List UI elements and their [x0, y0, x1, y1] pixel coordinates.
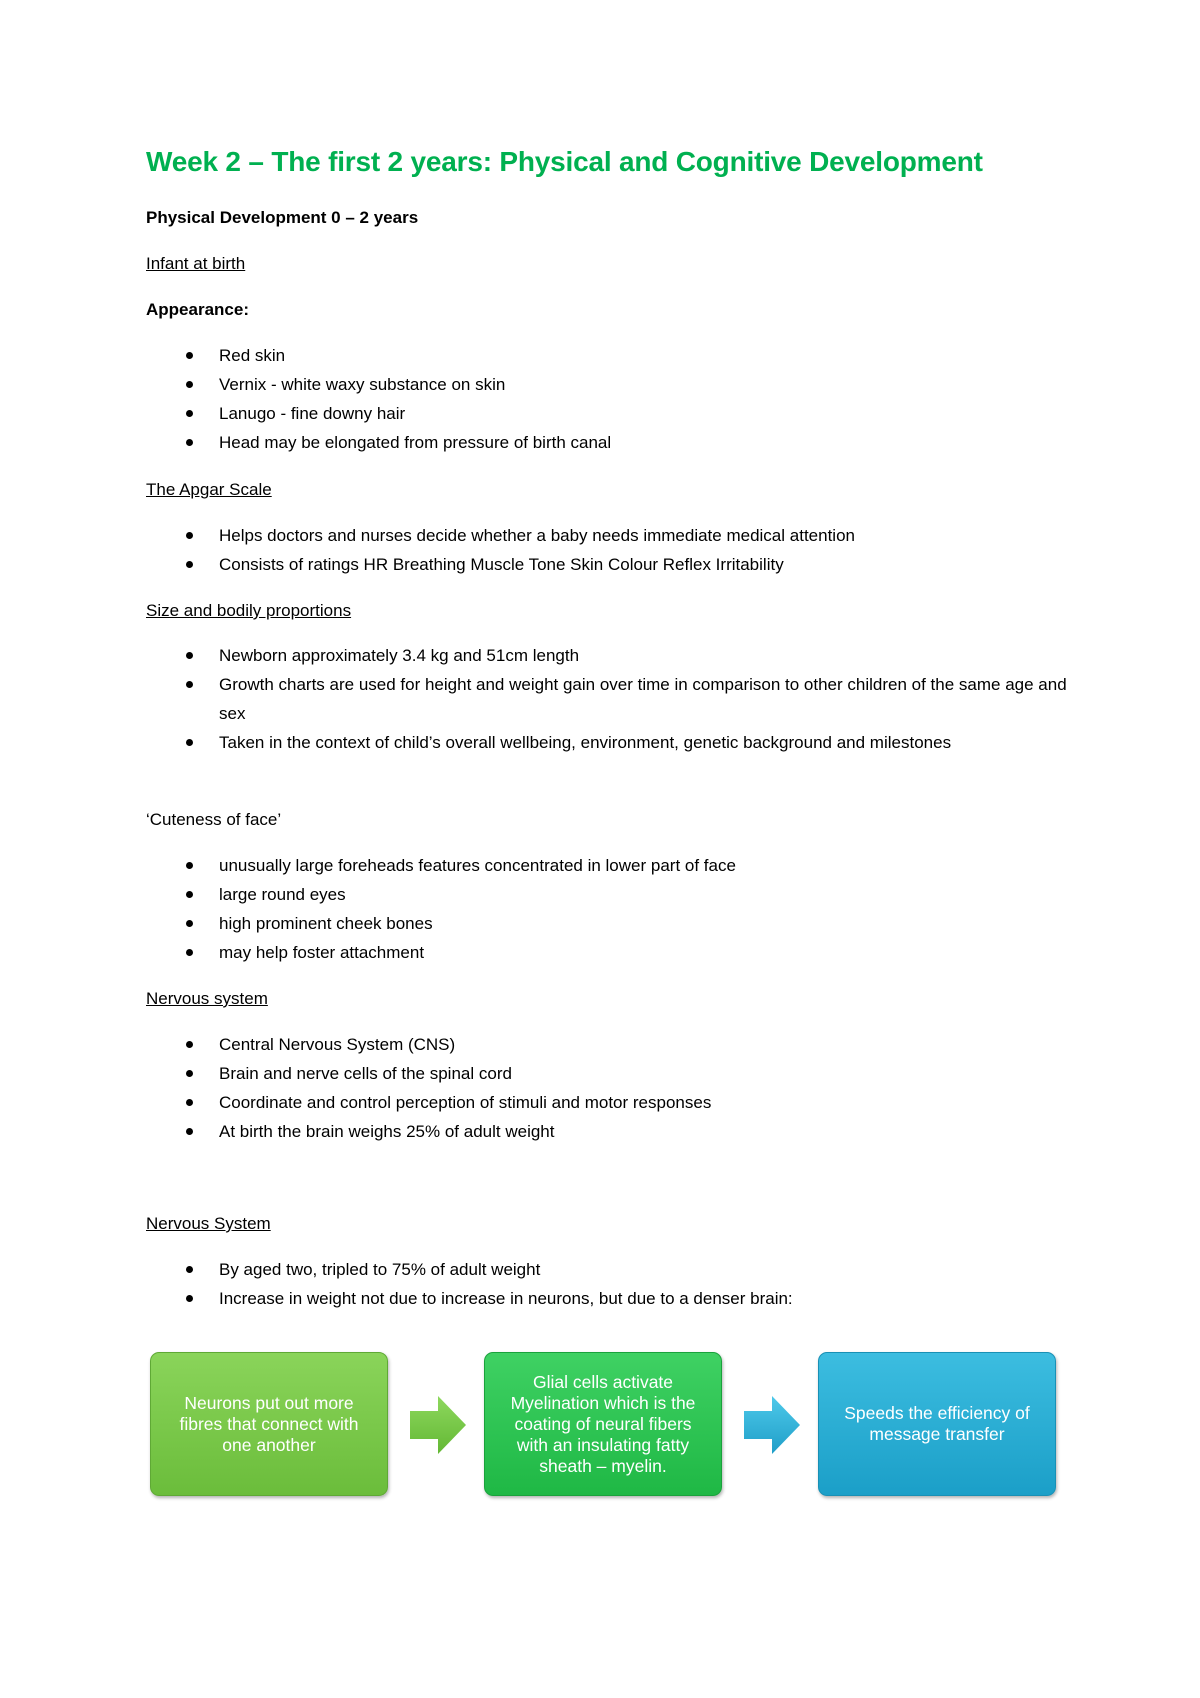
cuteness-heading: ‘Cuteness of face’: [146, 810, 282, 829]
list-item: Central Nervous System (CNS): [146, 1030, 1076, 1059]
nervous-system-heading-2: Nervous System: [146, 1214, 271, 1233]
list-item: Coordinate and control perception of stimuli and motor responses: [146, 1088, 1076, 1117]
list-item: Head may be elongated from pressure of birth canal: [146, 428, 1076, 457]
flow-box-neurons: Neurons put out more fibres that connect with one another: [150, 1352, 388, 1496]
section-subtitle: Physical Development 0 – 2 years: [146, 208, 419, 227]
size-list: [146, 641, 1076, 757]
list-item: high prominent cheek bones: [146, 909, 1076, 938]
list-item: may help foster attachment: [146, 938, 1076, 967]
flow-box-efficiency: Speeds the efficiency of message transfer: [818, 1352, 1056, 1496]
list-item: Consists of ratings HR Breathing Muscle Tone Skin Colour Reflex Irritability: [146, 550, 1076, 579]
cuteness-list: [146, 851, 1076, 967]
nervous-system-heading: Nervous system: [146, 989, 268, 1008]
list-item: Vernix - white waxy substance on skin: [146, 370, 1076, 399]
list-item: Lanugo - fine downy hair: [146, 399, 1076, 428]
myelination-flow-diagram: [150, 1352, 1056, 1498]
nervous-system-list: [146, 1030, 1076, 1146]
size-heading: Size and bodily proportions: [146, 601, 352, 620]
list-item: By aged two, tripled to 75% of adult weight: [146, 1255, 1076, 1284]
apgar-list: [146, 521, 1076, 579]
list-item: Red skin: [146, 341, 1076, 370]
appearance-heading: Appearance:: [146, 300, 249, 319]
apgar-heading: The Apgar Scale: [146, 480, 272, 499]
list-item: Taken in the context of child’s overall wellbeing, environment, genetic background and milestones: [146, 728, 1076, 757]
list-item: Increase in weight not due to increase in neurons, but due to a denser brain:: [146, 1284, 1076, 1313]
flow-box-glial-cells: Glial cells activate Myelination which is the coating of neural fibers with an insulating fatty sheath – myelin.: [484, 1352, 722, 1496]
right-arrow-icon: [744, 1396, 800, 1454]
right-arrow-icon: [410, 1396, 466, 1454]
appearance-list: [146, 341, 1076, 457]
list-item: At birth the brain weighs 25% of adult weight: [146, 1117, 1076, 1146]
list-item: large round eyes: [146, 880, 1076, 909]
infant-heading: Infant at birth: [146, 254, 246, 273]
list-item: unusually large foreheads features concentrated in lower part of face: [146, 851, 1076, 880]
list-item: Newborn approximately 3.4 kg and 51cm length: [146, 641, 1076, 670]
list-item: Growth charts are used for height and weight gain over time in comparison to other children of the same age and sex: [146, 670, 1076, 728]
page-title: Week 2 – The first 2 years: Physical and Cognitive Development: [146, 146, 983, 177]
list-item: Brain and nerve cells of the spinal cord: [146, 1059, 1076, 1088]
nervous-system-list-2: [146, 1255, 1076, 1313]
list-item: Helps doctors and nurses decide whether a baby needs immediate medical attention: [146, 521, 1076, 550]
